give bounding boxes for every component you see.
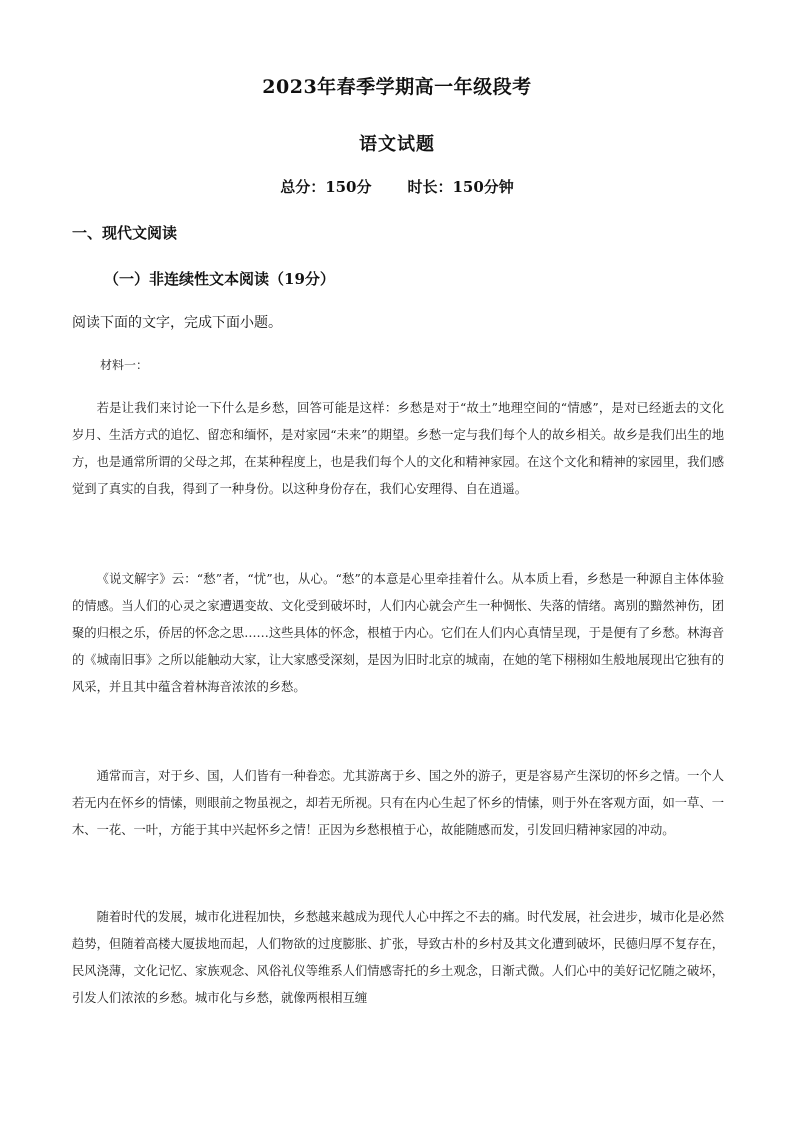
exam-info bbox=[0, 176, 794, 197]
paragraph-2: 《说文解字》云：“愁”者，“忧”也，从心。“愁”的本意是心里牵挂着什么。从本质上看，乡愁是一种源自主体体验的情感。当人们的心灵之家遭遇变故、文化受到破坏时，人们内心就会产生一种惆怅、失落的情绪。离别的黯然神伤，团聚的归根之乐，侨居的怀念之思……这些具体的怀念，根植于内心。它们在人们内心真情呈现，于是便有了乡愁。林海音的《城南旧事》之所以能触动大家，让大家感受深刻，是因为旧时北京的城南，在她的笔下栩栩如生般地展现出它独有的风采，并且其中蕴含着林海音浓浓的乡愁。 bbox=[72, 572, 724, 694]
subject-title: 语文试题 bbox=[359, 134, 435, 155]
material-label: 材料一： bbox=[100, 358, 149, 372]
section-subheading: （一）非连续性文本阅读（19分） bbox=[104, 270, 335, 288]
reading-instruction: 阅读下面的文字，完成下面小题。 bbox=[72, 315, 282, 331]
section-heading: 一、现代文阅读 bbox=[72, 224, 178, 242]
paragraph-4: 随着时代的发展，城市化进程加快，乡愁越来越成为现代人心中挥之不去的痛。时代发展，社会进步，城市化是必然趋势，但随着高楼大厦拔地而起，人们物欲的过度膨胀、扩张，导致古朴的乡村及其文化遭到破坏，民德归厚不复存在，民风浇薄，文化记忆、家族观念、风俗礼仪等维系人们情感寄托的乡土观念，日渐式微。人们心中的美好记忆随之破坏，引发人们浓浓的乡愁。城市化与乡愁，就像两根相互缠 bbox=[72, 910, 724, 1005]
exam-duration: 时长：150分钟 bbox=[407, 178, 514, 196]
paragraph-3: 通常而言，对于乡、国，人们皆有一种眷恋。尤其游离于乡、国之外的游子，更是容易产生深切的怀乡之情。一个人若无内在怀乡的情愫，则眼前之物虽视之，却若无所视。只有在内心生起了怀乡的情愫，则于外在客观方面，如一草、一木、一花、一叶，方能于其中兴起怀乡之情！正因为乡愁根植于心，故能随感而发，引发回归精神家园的冲动。 bbox=[72, 769, 724, 837]
exam-title: 2023年春季学期高一年级段考 bbox=[262, 76, 532, 98]
total-score: 总分：150分 bbox=[280, 178, 372, 196]
paragraph-1: 若是让我们来讨论一下什么是乡愁，回答可能是这样：乡愁是对于“故土”地理空间的“情感”，是对已经逝去的文化岁月、生活方式的追忆、留恋和缅怀，是对家园“未来”的期望。乡愁一定与我们每个人的故乡相关。故乡是我们出生的地方，也是通常所谓的父母之邦，在某种程度上，也是我们每个人的文化和精神家园。在这个文化和精神的家园里，我们感觉到了真实的自我，得到了一种身份。以这种身份存在，我们心安理得、自在逍遥。 bbox=[72, 401, 725, 496]
